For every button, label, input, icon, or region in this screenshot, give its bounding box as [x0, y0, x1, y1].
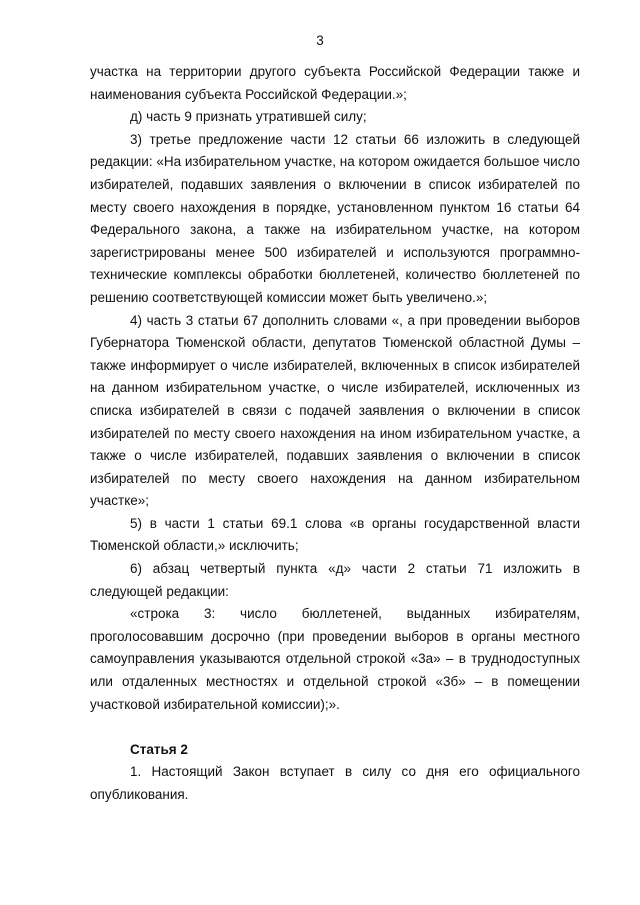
article-paragraph-1: 1. Настоящий Закон вступает в силу со дня его официального опубликования. [90, 764, 580, 802]
paragraph-quoted-row-3: «строка 3: число бюллетеней, выданных избирателям, проголосовавшим досрочно (при проведении выборов в органы местного самоуправления указываются отдельной строкой «3а» – в труднодоступных или отдаленных местностях и отдельной строкой «3б» – в помещении участковой избирательной комиссии);». [90, 606, 580, 712]
page-number: 3 [316, 33, 324, 48]
paragraph-item-5: 5) в части 1 статьи 69.1 слова «в органы государственной власти Тюменской области,» исключить; [90, 515, 580, 554]
document-body [90, 61, 580, 807]
paragraph-item-6: 6) абзац четвертый пункта «д» части 2 статьи 71 изложить в следующей редакции: [90, 561, 580, 599]
article-heading: Статья 2 [130, 741, 188, 757]
paragraph-continuation: участка на территории другого субъекта Российской Федерации также и наименования субъекта Российской Федерации.»; [90, 64, 580, 102]
paragraph-item-3: 3) третье предложение части 12 статьи 66 изложить в следующей редакции: «На избирательном участке, на котором ожидается большое число избирателей, подавших заявления о включении в список избирателей по месту своего нахождения в порядке, установленном пунктом 16 статьи 64 Федерального закона, а также на избирательном участке, на котором зарегистрированы менее 500 избирателей и используются программно-технические комплексы обработки бюллетеней, количество бюллетеней по решению соответствующей комиссии может быть увеличено.»; [90, 131, 580, 305]
paragraph-item-d: д) часть 9 признать утратившей силу; [130, 109, 367, 125]
paragraph-item-4: 4) часть 3 статьи 67 дополнить словами «, а при проведении выборов Губернатора Тюменской области, депутатов Тюменской областной Думы – также информирует о числе избирателей, включенных в список избирателей на данном избирательном участке, о числе избирателей, исключенных из списка избирателей в связи с подачей заявления о включении в список избирателей по месту своего нахождения на ином избирательном участке, а также о числе избирателей, подавших заявления о включении в список избирателей по месту своего нахождения на данном избирательном участке»; [90, 312, 580, 509]
